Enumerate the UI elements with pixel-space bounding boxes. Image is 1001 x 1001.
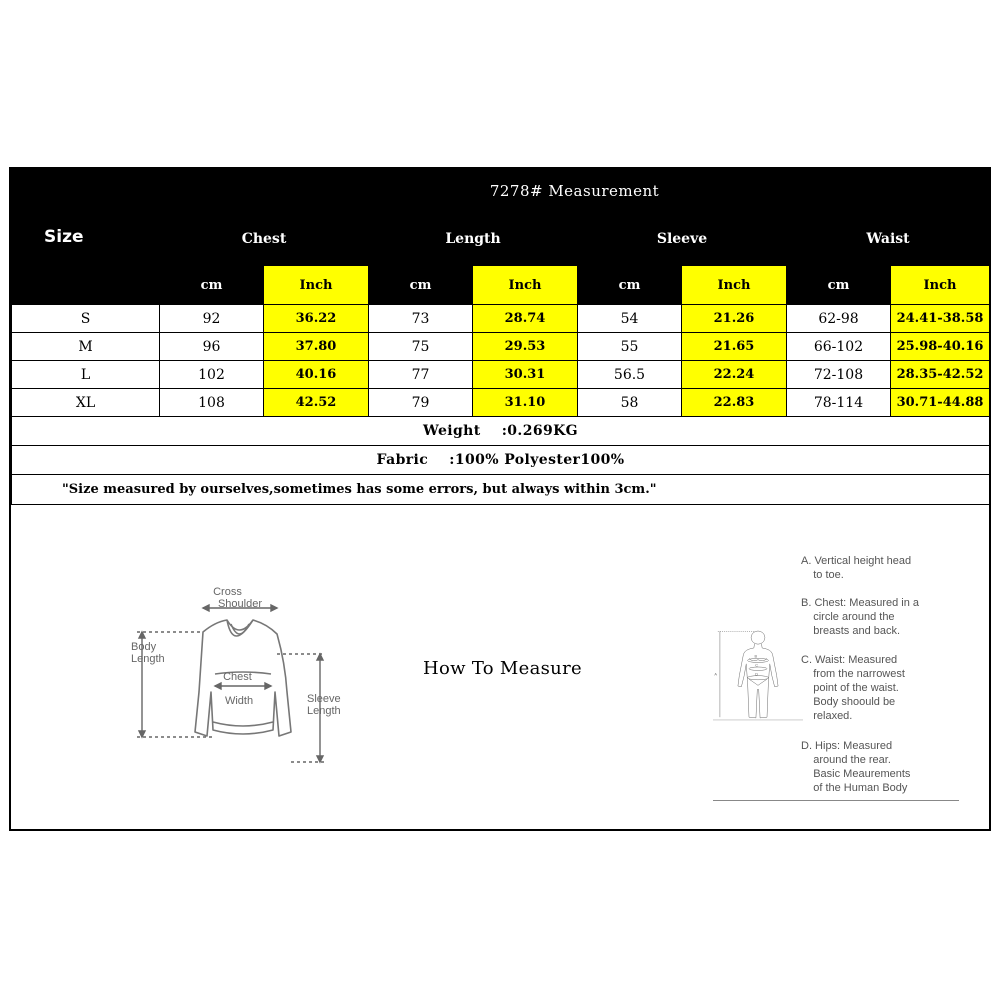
chest-inch-cell: 37.80 xyxy=(264,333,369,361)
length-inch-cell: 29.53 xyxy=(473,333,578,361)
fabric-text: Fabric :100% Polyester100% xyxy=(376,452,625,468)
chest-cm-cell: 108 xyxy=(160,389,264,417)
body-length-label: Body Length xyxy=(131,641,165,665)
sleeve-inch-cell: 22.24 xyxy=(682,361,787,389)
sleeve-cm-cell: 58 xyxy=(578,389,682,417)
group-chest: Chest xyxy=(160,212,369,266)
unit-cm: cm xyxy=(160,266,264,305)
unit-cm: cm xyxy=(369,266,473,305)
ground-line xyxy=(713,800,959,801)
table-row xyxy=(12,361,990,389)
chest-inch-cell: 40.16 xyxy=(264,361,369,389)
unit-inch: Inch xyxy=(682,266,787,305)
size-cell: XL xyxy=(12,389,160,417)
table-title: 7278# Measurement xyxy=(160,170,990,212)
length-inch-cell: 30.31 xyxy=(473,361,578,389)
sleeve-cm-cell: 55 xyxy=(578,333,682,361)
unit-inch: Inch xyxy=(264,266,369,305)
sweater-diagram xyxy=(115,582,375,767)
group-waist: Waist xyxy=(787,212,990,266)
length-inch-cell: 31.10 xyxy=(473,389,578,417)
sleeve-cm-cell: 56.5 xyxy=(578,361,682,389)
body-note-b: B. Chest: Measured in a circle around the breasts and back. xyxy=(801,597,920,637)
weight-row xyxy=(12,417,990,446)
waist-cm-cell: 78-114 xyxy=(787,389,891,417)
waist-inch-cell: 25.98-40.16 xyxy=(891,333,990,361)
cross-shoulder-label: Cross Shoulder xyxy=(213,586,263,610)
body-diagram xyxy=(713,545,803,807)
group-length: Length xyxy=(369,212,578,266)
size-chart-sheet xyxy=(9,167,991,831)
waist-inch-cell: 24.41-38.58 xyxy=(891,305,990,333)
weight-text: Weight :0.269KG xyxy=(422,423,579,439)
size-table xyxy=(11,169,990,505)
chest-cm-cell: 92 xyxy=(160,305,264,333)
chest-inch-cell: 42.52 xyxy=(264,389,369,417)
body-note-d: D. Hips: Measured around the rear. Basic Meaurements of the Human Body xyxy=(801,740,911,794)
chest-width-label: Chest Width xyxy=(223,671,254,707)
unit-cm: cm xyxy=(787,266,891,305)
length-cm-cell: 79 xyxy=(369,389,473,417)
size-header: Size xyxy=(12,170,160,305)
size-cell: M xyxy=(12,333,160,361)
sleeve-inch-cell: 21.65 xyxy=(682,333,787,361)
waist-inch-cell: 28.35-42.52 xyxy=(891,361,990,389)
marker-b: B xyxy=(754,654,758,659)
length-cm-cell: 77 xyxy=(369,361,473,389)
length-inch-cell: 28.74 xyxy=(473,305,578,333)
group-sleeve: Sleeve xyxy=(578,212,787,266)
unit-cm: cm xyxy=(578,266,682,305)
table-row xyxy=(12,333,990,361)
unit-inch: Inch xyxy=(473,266,578,305)
waist-cm-cell: 72-108 xyxy=(787,361,891,389)
sleeve-cm-cell: 54 xyxy=(578,305,682,333)
measurement-note: "Size measured by ourselves,sometimes has some errors, but always within 3cm." xyxy=(12,475,990,505)
body-note-c: C. Waist: Measured from the narrowest point of the waist. Body shoould be relaxed. xyxy=(801,654,905,722)
unit-inch: Inch xyxy=(891,266,990,305)
sleeve-length-label: Sleeve Length xyxy=(307,693,341,717)
waist-inch-cell: 30.71-44.88 xyxy=(891,389,990,417)
table-row xyxy=(12,389,990,417)
length-cm-cell: 73 xyxy=(369,305,473,333)
body-note-a: A. Vertical height head to toe. xyxy=(801,555,912,581)
chest-cm-cell: 96 xyxy=(160,333,264,361)
length-cm-cell: 75 xyxy=(369,333,473,361)
size-cell: L xyxy=(12,361,160,389)
size-cell: S xyxy=(12,305,160,333)
waist-cm-cell: 62-98 xyxy=(787,305,891,333)
marker-c: C xyxy=(755,663,758,668)
how-to-measure-section xyxy=(11,507,989,829)
sleeve-inch-cell: 22.83 xyxy=(682,389,787,417)
waist-cm-cell: 66-102 xyxy=(787,333,891,361)
fabric-row xyxy=(12,446,990,475)
chest-inch-cell: 36.22 xyxy=(264,305,369,333)
sleeve-inch-cell: 21.26 xyxy=(682,305,787,333)
chest-cm-cell: 102 xyxy=(160,361,264,389)
how-to-measure-title: How To Measure xyxy=(423,658,582,679)
marker-d: D xyxy=(755,672,758,677)
table-row xyxy=(12,305,990,333)
marker-a: A xyxy=(714,672,717,677)
